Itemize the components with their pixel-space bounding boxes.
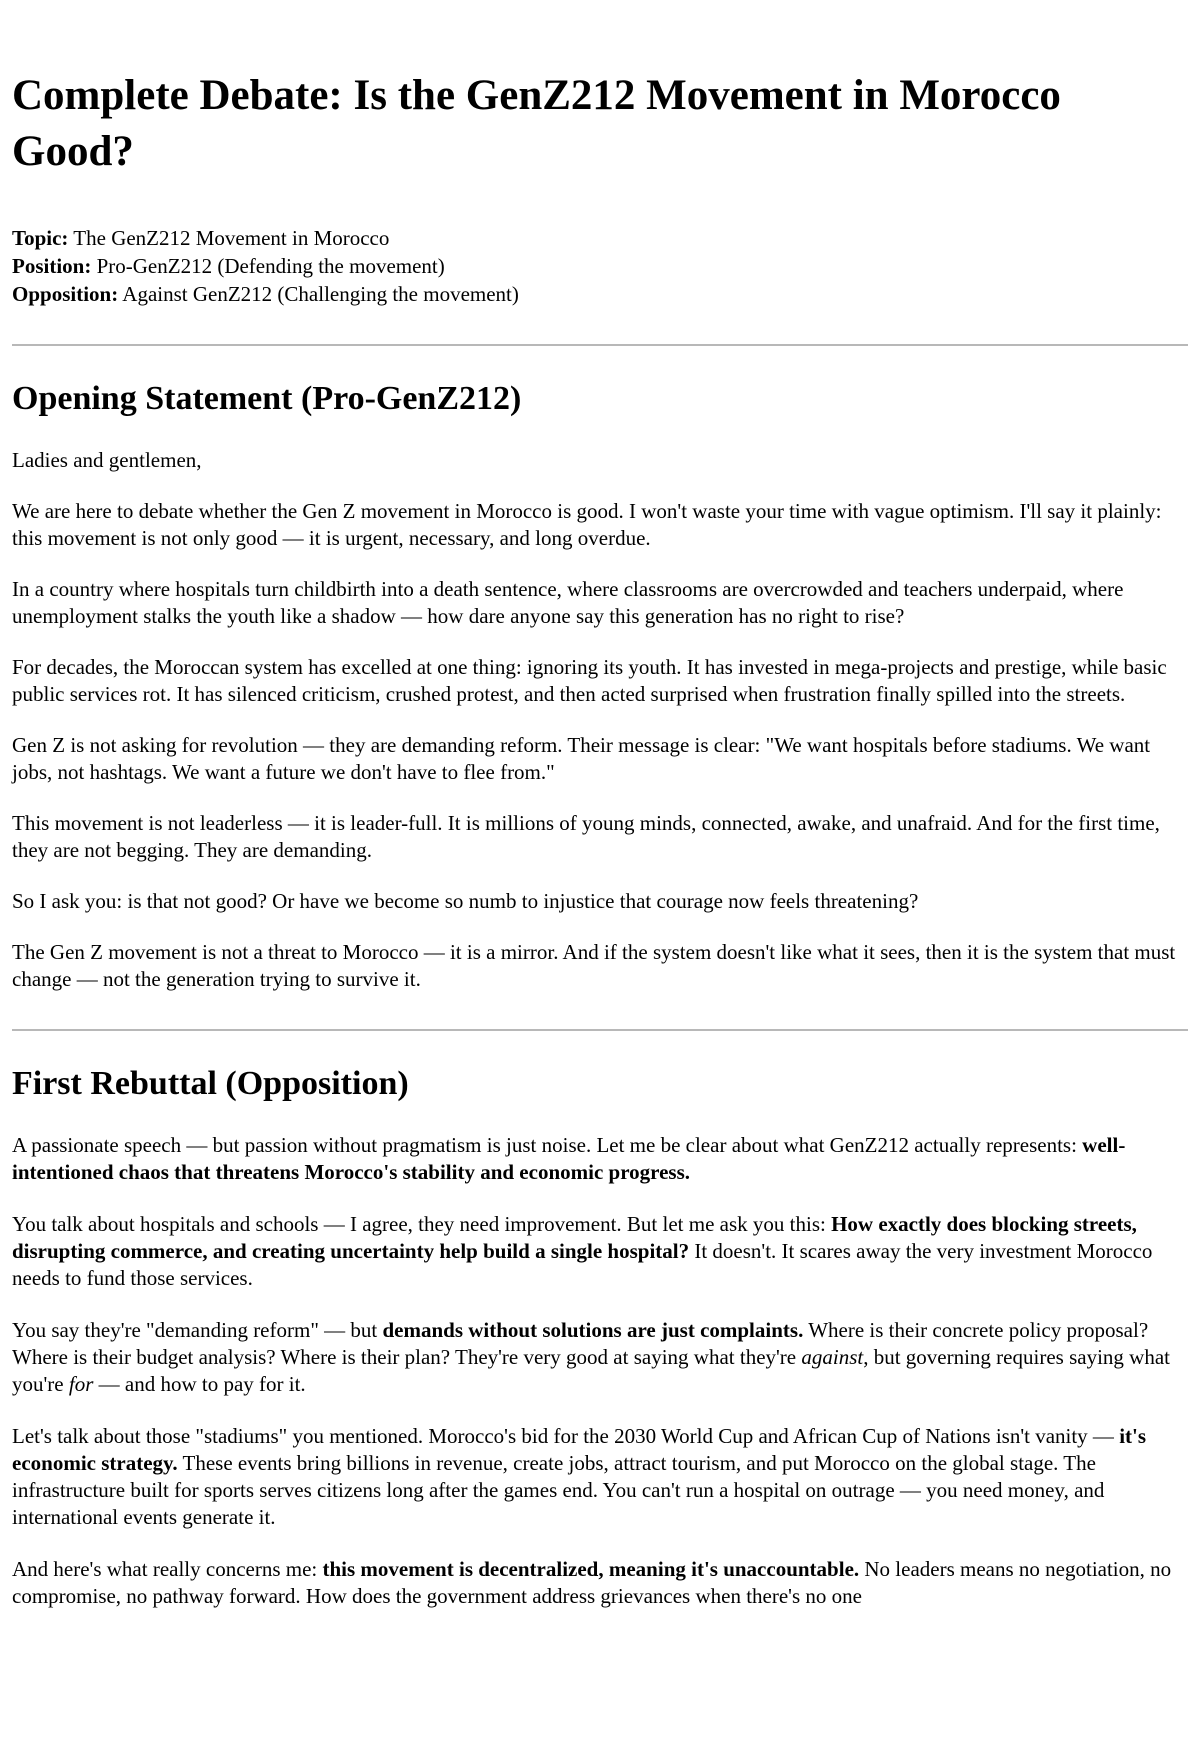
text-run: It doesn't. It scares away the very investment Morocco needs to fund those services. [12, 1239, 1153, 1290]
paragraph [12, 1556, 1188, 1610]
position-value: Pro-GenZ212 (Defending the movement) [91, 254, 445, 278]
emphasis-text: demands without solutions are just complaints. [382, 1318, 804, 1342]
italic-text: against [801, 1345, 864, 1369]
first-rebuttal-section [12, 1064, 1188, 1610]
emphasis-text: well-intentioned chaos that threatens Morocco's stability and economic progress. [12, 1133, 1126, 1184]
position-label: Position: [12, 254, 92, 278]
italic-text: for [68, 1372, 94, 1396]
paragraph [12, 1132, 1188, 1186]
text-run: — and how to pay for it. [93, 1372, 306, 1396]
divider [12, 1029, 1188, 1031]
paragraph: In a country where hospitals turn childbirth into a death sentence, where classrooms are overcrowded and teachers underpaid, where unemployment stalks the youth like a shadow — how dare anyone say this generation has no right to rise? [12, 577, 1124, 628]
text-run: A passionate speech — but passion without pragmatism is just noise. Let me be clear about what GenZ212 actually represents: [12, 1133, 1083, 1157]
opposition-label: Opposition: [12, 282, 119, 306]
paragraph: Gen Z is not asking for revolution — they are demanding reform. Their message is clear: "We want hospitals before stadiums. We want jobs, not hashtags. We want a future we don't have to flee from." [12, 733, 1151, 784]
text-run: No leaders means no negotiation, no compromise, no pathway forward. How does the government address grievances when there's no one [12, 1557, 1172, 1608]
rebuttal-heading: First Rebuttal (Opposition) [12, 1065, 409, 1102]
paragraph: For decades, the Moroccan system has excelled at one thing: ignoring its youth. It has invested in mega-projects and prestige, while basic public services rot. It has silenced criticism, crushed protest, and then acted surprised when frustration finally spilled into the streets. [12, 655, 1167, 706]
divider [12, 344, 1188, 346]
page-title: Complete Debate: Is the GenZ212 Movement in Morocco Good? [12, 72, 1061, 175]
text-run: And here's what really concerns me: [12, 1557, 323, 1581]
text-run: , but governing requires saying what you're [12, 1345, 1170, 1396]
opposition-value: Against GenZ212 (Challenging the movement) [118, 282, 519, 306]
paragraph: Ladies and gentlemen, [12, 448, 202, 472]
emphasis-text: this movement is decentralized, meaning it's unaccountable. [322, 1557, 860, 1581]
opposition-line [12, 280, 1188, 308]
topic-label: Topic: [12, 226, 69, 250]
text-run: Let's talk about those "stadiums" you mentioned. Morocco's bid for the 2030 World Cup and African Cup of Nations isn't vanity — [12, 1424, 1120, 1448]
text-run: These events bring billions in revenue, create jobs, attract tourism, and put Morocco on the global stage. The infrastructure built for sports serves citizens long after the games end. You can't run a hospital on outrage — you need money, and international events generate it. [12, 1451, 1105, 1529]
text-run: Where is their concrete policy proposal? Where is their budget analysis? Where is their plan? They're very good at saying what they're [12, 1318, 1149, 1369]
emphasis-text: How exactly does blocking streets, disrupting commerce, and creating uncertainty help build a single hospital? [12, 1212, 1137, 1263]
paragraph: This movement is not leaderless — it is leader-full. It is millions of young minds, connected, awake, and unafraid. And for the first time, they are not begging. They are demanding. [12, 811, 1160, 862]
paragraph [12, 1211, 1188, 1292]
topic-line [12, 224, 1188, 252]
emphasis-text: it's economic strategy. [12, 1424, 1147, 1475]
opening-statement-section [12, 379, 1188, 993]
paragraph: So I ask you: is that not good? Or have we become so numb to injustice that courage now feels threatening? [12, 889, 919, 913]
paragraph: The Gen Z movement is not a threat to Morocco — it is a mirror. And if the system doesn't like what it sees, then it is the system that must change — not the generation trying to survive it. [12, 940, 1176, 991]
paragraph [12, 1317, 1188, 1398]
position-line [12, 252, 1188, 280]
opening-heading: Opening Statement (Pro-GenZ212) [12, 380, 522, 417]
document-page [0, 68, 1200, 1610]
paragraph [12, 1423, 1188, 1531]
text-run: You talk about hospitals and schools — I agree, they need improvement. But let me ask you this: [12, 1212, 832, 1236]
topic-value: The GenZ212 Movement in Morocco [68, 226, 390, 250]
debate-meta [12, 224, 1188, 308]
paragraph: We are here to debate whether the Gen Z movement in Morocco is good. I won't waste your time with vague optimism. I'll say it plainly: this movement is not only good — it is urgent, necessary, and long overdue. [12, 499, 1162, 550]
text-run: You say they're "demanding reform" — but [12, 1318, 383, 1342]
